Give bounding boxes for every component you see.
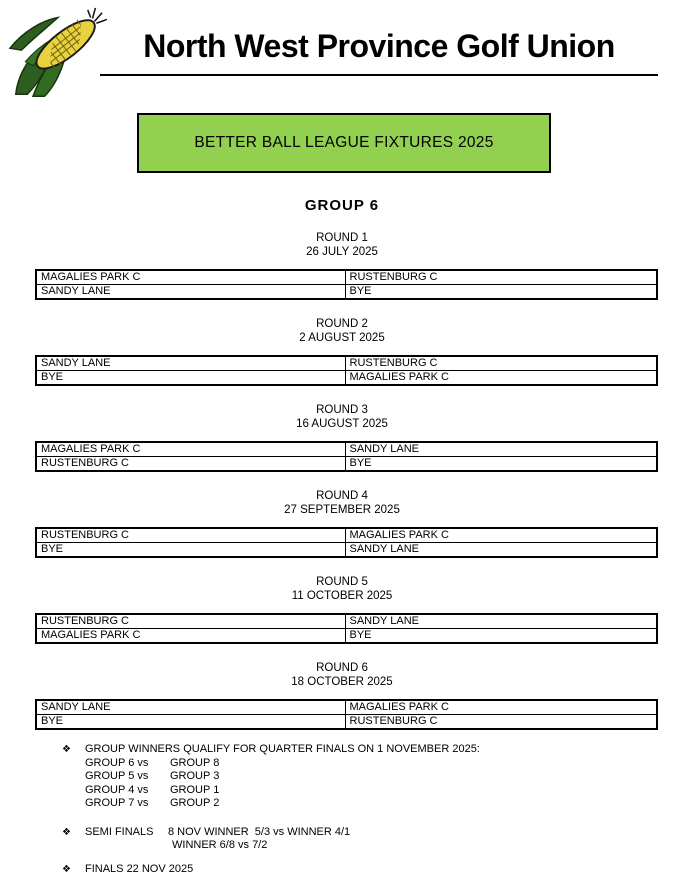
qualifiers-heading-row xyxy=(62,743,684,757)
banner-text: BETTER BALL LEAGUE FIXTURES 2025 xyxy=(194,134,493,152)
team-cell: MAGALIES PARK C xyxy=(345,528,657,543)
table-row xyxy=(36,629,657,644)
round-section-6 xyxy=(0,661,684,730)
qualifier-pair xyxy=(85,784,684,798)
pair-left: GROUP 7 vs xyxy=(85,797,170,811)
round-section-3 xyxy=(0,403,684,472)
semi-finals-row xyxy=(62,826,684,853)
qualifier-pair xyxy=(85,757,684,771)
team-cell: BYE xyxy=(345,285,657,300)
diamond-bullet-icon: ❖ xyxy=(62,826,85,840)
group-title: GROUP 6 xyxy=(0,197,684,214)
finals-text: FINALS 22 NOV 2025 xyxy=(85,863,193,876)
fixtures-table xyxy=(35,613,658,644)
team-cell: RUSTENBURG C xyxy=(345,270,657,285)
table-row xyxy=(36,700,657,715)
table-row xyxy=(36,270,657,285)
fixtures-table xyxy=(35,699,658,730)
qualifiers-heading: GROUP WINNERS QUALIFY FOR QUARTER FINALS ON 1 NOVEMBER 2025: xyxy=(85,743,480,757)
fixtures-table xyxy=(35,355,658,386)
team-cell: RUSTENBURG C xyxy=(36,457,345,472)
pair-right: GROUP 3 xyxy=(170,770,219,784)
team-cell: MAGALIES PARK C xyxy=(36,629,345,644)
team-cell: MAGALIES PARK C xyxy=(36,442,345,457)
table-row xyxy=(36,457,657,472)
pair-right: GROUP 1 xyxy=(170,784,219,798)
table-row xyxy=(36,356,657,371)
round-title: ROUND 5 xyxy=(0,575,684,589)
team-cell: SANDY LANE xyxy=(345,543,657,558)
round-title: ROUND 6 xyxy=(0,661,684,675)
team-cell: BYE xyxy=(36,715,345,730)
team-cell: SANDY LANE xyxy=(36,356,345,371)
round-date: 16 AUGUST 2025 xyxy=(0,417,684,431)
round-title: ROUND 1 xyxy=(0,231,684,245)
fixtures-table xyxy=(35,269,658,300)
table-row xyxy=(36,715,657,730)
team-cell: MAGALIES PARK C xyxy=(345,700,657,715)
pair-left: GROUP 4 vs xyxy=(85,784,170,798)
team-cell: RUSTENBURG C xyxy=(345,715,657,730)
table-row xyxy=(36,543,657,558)
page-header xyxy=(0,0,684,95)
team-cell: RUSTENBURG C xyxy=(36,614,345,629)
table-row xyxy=(36,285,657,300)
footer-notes xyxy=(62,743,684,876)
fixtures-table xyxy=(35,527,658,558)
round-section-5 xyxy=(0,575,684,644)
pair-left: GROUP 5 vs xyxy=(85,770,170,784)
round-date: 11 OCTOBER 2025 xyxy=(0,589,684,603)
diamond-bullet-icon: ❖ xyxy=(62,743,85,757)
qualifier-pair xyxy=(85,770,684,784)
table-row xyxy=(36,442,657,457)
round-title: ROUND 3 xyxy=(0,403,684,417)
team-cell: BYE xyxy=(345,629,657,644)
qualifier-pair xyxy=(85,797,684,811)
semi-finals-line2: WINNER 6/8 vs 7/2 xyxy=(172,839,350,853)
team-cell: MAGALIES PARK C xyxy=(345,371,657,386)
round-date: 18 OCTOBER 2025 xyxy=(0,675,684,689)
pair-left: GROUP 6 vs xyxy=(85,757,170,771)
stray-mark: , xyxy=(655,698,658,710)
pair-right: GROUP 2 xyxy=(170,797,219,811)
semi-finals-line1: 8 NOV WINNER 5/3 vs WINNER 4/1 xyxy=(168,826,350,840)
team-cell: SANDY LANE xyxy=(345,442,657,457)
page-title: North West Province Golf Union xyxy=(100,28,658,65)
semi-finals-label: SEMI FINALS xyxy=(85,826,168,840)
round-section-2 xyxy=(0,317,684,386)
diamond-bullet-icon: ❖ xyxy=(62,863,85,876)
team-cell: MAGALIES PARK C xyxy=(36,270,345,285)
table-row xyxy=(36,614,657,629)
fixtures-table xyxy=(35,441,658,472)
round-section-4 xyxy=(0,489,684,558)
round-date: 27 SEPTEMBER 2025 xyxy=(0,503,684,517)
round-title: ROUND 2 xyxy=(0,317,684,331)
fixtures-banner xyxy=(137,113,551,173)
team-cell: SANDY LANE xyxy=(36,700,345,715)
title-underline xyxy=(100,0,658,76)
semi-finals-lines xyxy=(168,826,350,853)
table-row xyxy=(36,528,657,543)
corn-cob-icon xyxy=(3,6,111,102)
round-title: ROUND 4 xyxy=(0,489,684,503)
team-cell: BYE xyxy=(36,543,345,558)
table-row xyxy=(36,371,657,386)
finals-row xyxy=(62,863,684,876)
team-cell: SANDY LANE xyxy=(36,285,345,300)
pair-right: GROUP 8 xyxy=(170,757,219,771)
round-date: 2 AUGUST 2025 xyxy=(0,331,684,345)
team-cell: SANDY LANE xyxy=(345,614,657,629)
qualifier-pairs xyxy=(85,757,684,811)
team-cell: RUSTENBURG C xyxy=(36,528,345,543)
team-cell: RUSTENBURG C xyxy=(345,356,657,371)
team-cell: BYE xyxy=(36,371,345,386)
team-cell: BYE xyxy=(345,457,657,472)
round-date: 26 JULY 2025 xyxy=(0,245,684,259)
round-section-1 xyxy=(0,231,684,300)
